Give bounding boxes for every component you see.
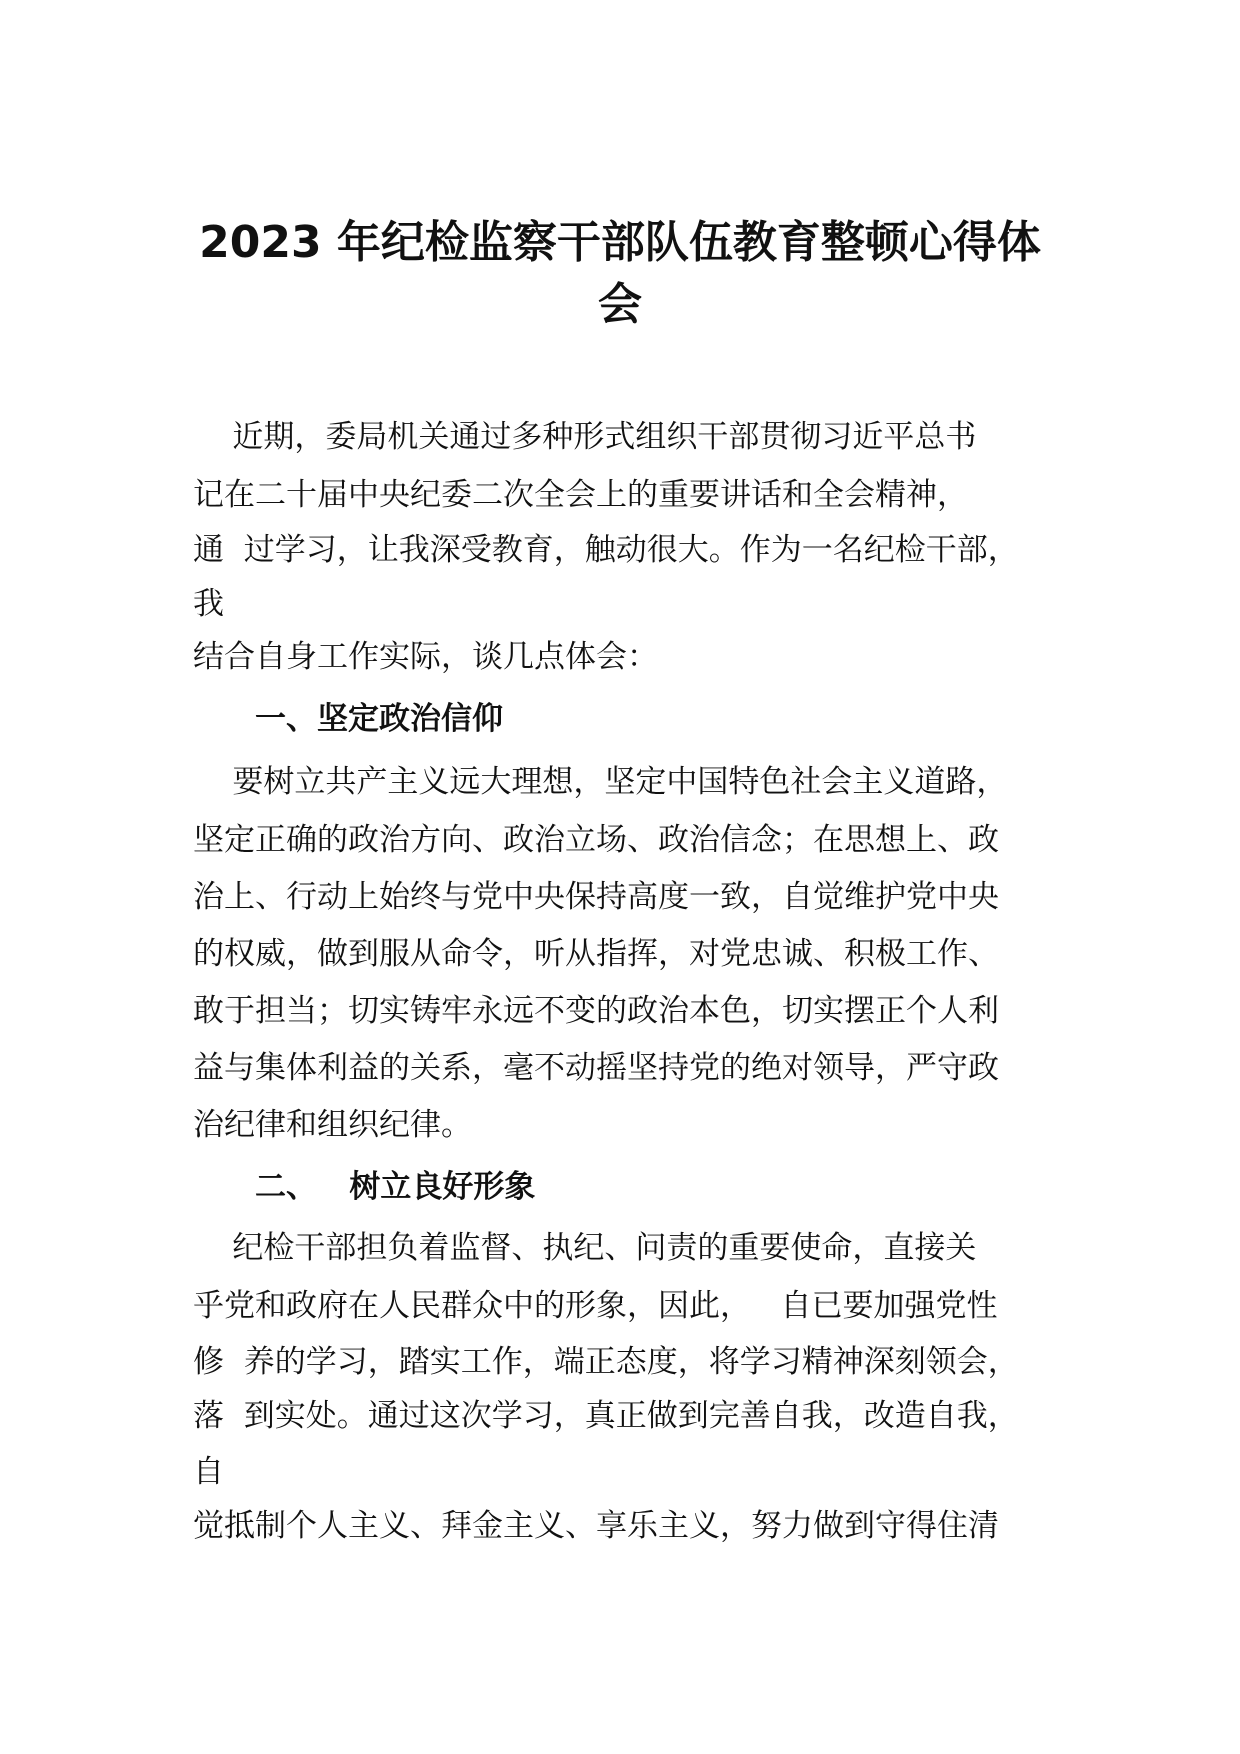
intro-line-1: 近期，委局机关通过多种形式组织干部贯彻习近平总书 (193, 419, 977, 455)
section-1-line-6: 益与集体利益的关系，毫不动摇坚持党的绝对领导，严守政 (193, 1050, 999, 1086)
section-1-line-1: 要树立共产主义远大理想，坚定中国特色社会主义道路， (193, 764, 1008, 800)
section-1-line-5: 敢于担当；切实铸牢永远不变的政治本色，切实摆正个人利 (193, 993, 999, 1029)
title-line-1: 2023 年纪检监察干部队伍教育整顿心得体 (199, 217, 1041, 268)
section-2-heading: 二、 树立良好形象 (255, 1169, 536, 1205)
section-2-line-2: 乎党和政府在人民群众中的形象，因此， 自已要加强党性 (193, 1288, 998, 1324)
section-2-line-4: 落 到实处。通过这次学习，真正做到完善自我，改造自我， (193, 1398, 1019, 1434)
section-1-line-4: 的权威，做到服从命令，听从指挥，对党忠诚、积极工作、 (193, 936, 999, 972)
section-2-line-6: 觉抵制个人主义、拜金主义、享乐主义，努力做到守得住清 (193, 1508, 999, 1544)
intro-line-4: 我 (193, 586, 224, 622)
section-1-heading: 一、坚定政治信仰 (255, 701, 503, 737)
intro-line-5: 结合自身工作实际，谈几点体会： (193, 639, 658, 675)
section-1-line-3: 治上、行动上始终与党中央保持高度一致，自觉维护党中央 (193, 879, 999, 915)
section-1-line-7: 治纪律和组织纪律。 (193, 1107, 472, 1143)
intro-line-3: 通 过学习，让我深受教育，触动很大。作为一名纪检干部， (193, 532, 1019, 568)
section-2-line-1: 纪检干部担负着监督、执纪、问责的重要使命，直接关 (193, 1230, 977, 1266)
section-2-line-3: 修 养的学习，踏实工作，端正态度，将学习精神深刻领会， (193, 1344, 1019, 1380)
section-2-line-5: 自 (193, 1454, 224, 1490)
section-1-line-2: 坚定正确的政治方向、政治立场、政治信念；在思想上、政 (193, 822, 999, 858)
title-line-2: 会 (598, 279, 642, 330)
document-title (160, 212, 1080, 336)
intro-line-2: 记在二十届中央纪委二次全会上的重要讲话和全会精神， (193, 477, 968, 513)
